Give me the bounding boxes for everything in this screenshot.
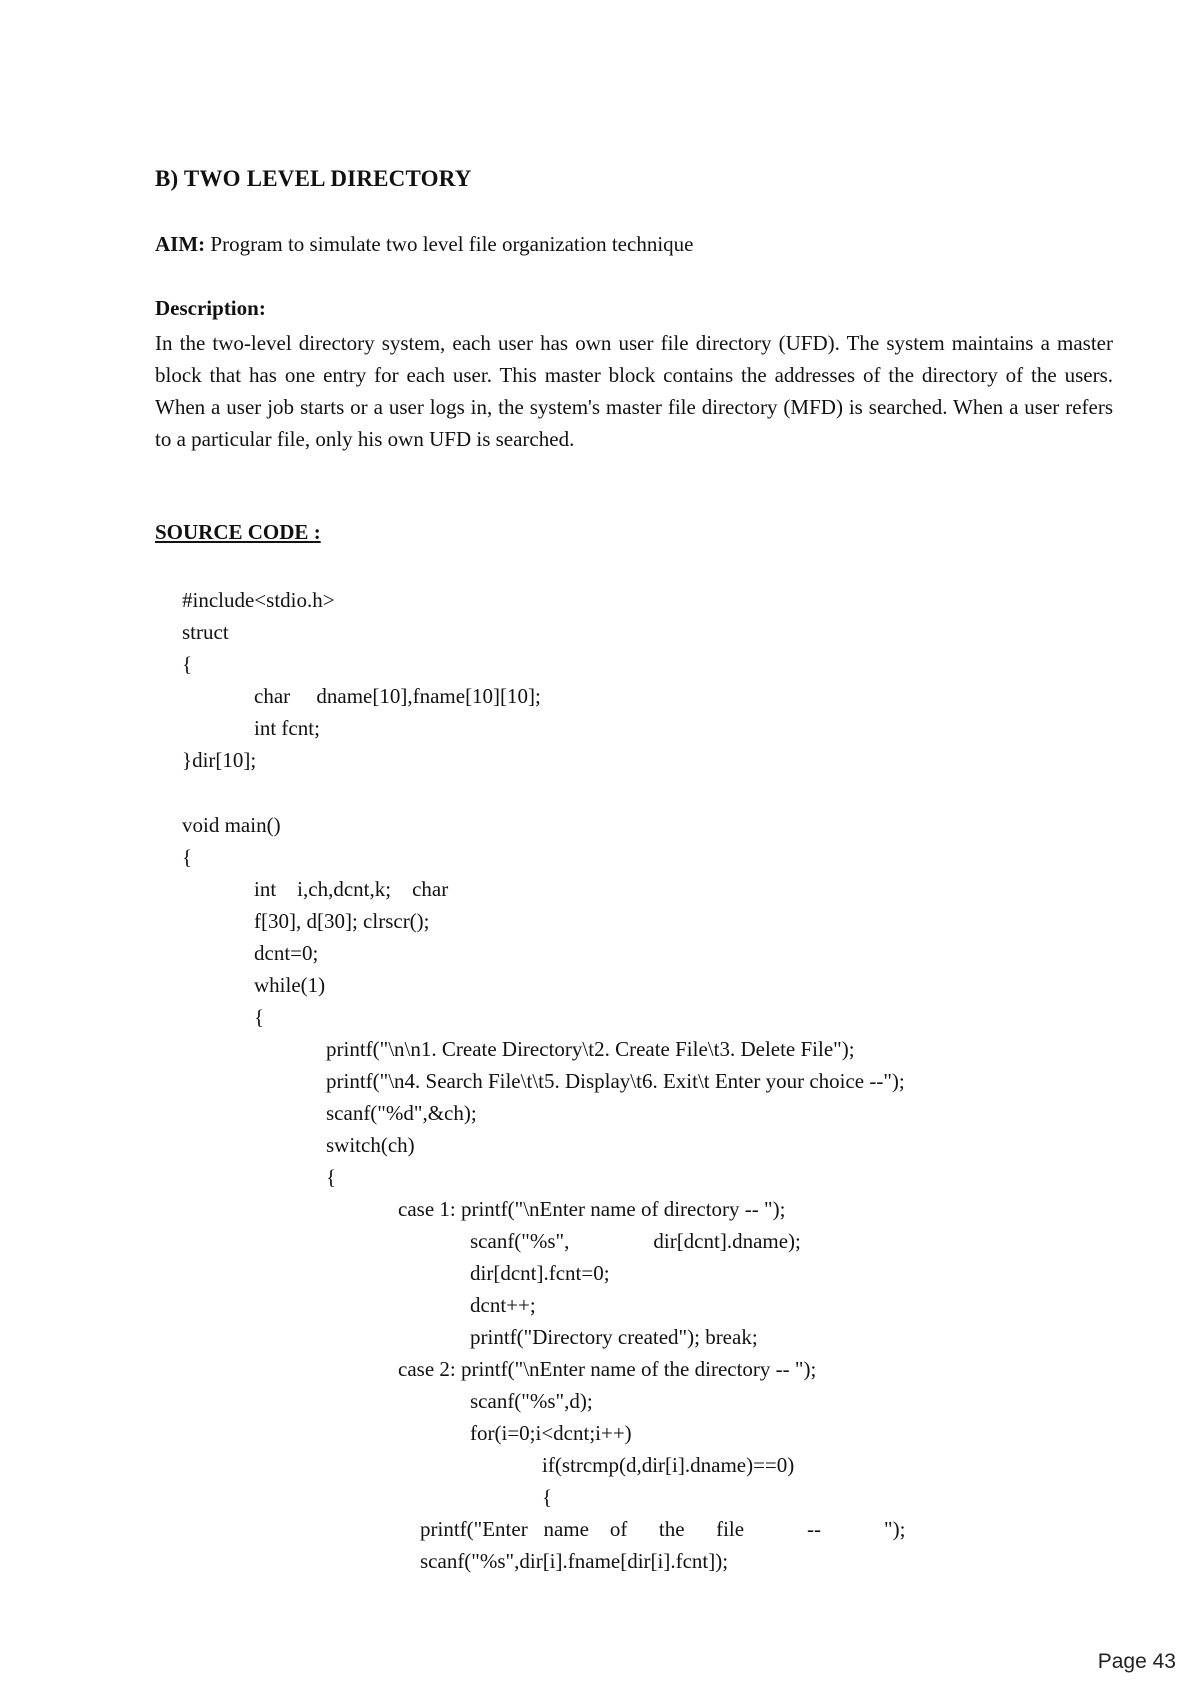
code-line: scanf("%s",dir[i].fname[dir[i].fcnt]);	[420, 1549, 729, 1573]
code-line: printf("Directory created"); break;	[470, 1325, 758, 1349]
code-line: if(strcmp(d,dir[i].dname)==0)	[542, 1453, 795, 1477]
page-number: Page 43	[1097, 1650, 1176, 1673]
code-line: f[30], d[30]; clrscr();	[254, 909, 430, 933]
code-line: printf("Enter name of the file -- ");	[420, 1517, 906, 1541]
code-line: scanf("%d",&ch);	[326, 1101, 477, 1125]
description-label: Description:	[155, 296, 266, 320]
code-line: while(1)	[254, 973, 326, 997]
code-line: #include<stdio.h>	[182, 588, 335, 612]
code-line: printf("\n\n1. Create Directory\t2. Create File\t3. Delete File");	[326, 1037, 855, 1061]
code-line: printf("\n4. Search File\t\t5. Display\t6. Exit\t Enter your choice --");	[326, 1069, 905, 1093]
code-line: for(i=0;i<dcnt;i++)	[470, 1421, 632, 1445]
code-line: struct	[182, 620, 229, 644]
code-line: dcnt++;	[470, 1293, 536, 1317]
source-code-heading: SOURCE CODE :	[155, 520, 321, 544]
code-line: case 1: printf("\nEnter name of directory -- ");	[398, 1197, 786, 1221]
code-line: char dname[10],fname[10][10];	[254, 684, 541, 708]
code-line: case 2: printf("\nEnter name of the directory -- ");	[398, 1357, 817, 1381]
code-line: dcnt=0;	[254, 941, 319, 965]
code-line: scanf("%s", dir[dcnt].dname);	[470, 1229, 801, 1253]
description-text: In the two-level directory system, each user has own user file directory (UFD). The system maintains a master block that has one entry for each user. This master block contains the addresses of the directory of the users. When a user job starts or a user logs in, the system's master file directory (MFD) is searched. When a user refers to a particular file, only his own UFD is searched.	[155, 331, 1113, 451]
code-line: {	[182, 652, 193, 676]
code-line: {	[254, 1005, 265, 1029]
code-line: scanf("%s",d);	[470, 1389, 593, 1413]
code-line: int i,ch,dcnt,k; char	[254, 877, 449, 901]
section-heading: B) TWO LEVEL DIRECTORY	[155, 166, 472, 191]
code-line: }dir[10];	[182, 748, 257, 772]
code-line: void main()	[182, 813, 281, 837]
code-line: {	[542, 1485, 553, 1509]
code-line: switch(ch)	[326, 1133, 415, 1157]
code-line: {	[326, 1165, 337, 1189]
aim-text: Program to simulate two level file organization technique	[205, 232, 694, 256]
code-line: int fcnt;	[254, 716, 320, 740]
code-line: {	[182, 845, 193, 869]
aim-line	[155, 232, 693, 257]
aim-label: AIM:	[155, 232, 206, 256]
code-line: dir[dcnt].fcnt=0;	[470, 1261, 610, 1285]
